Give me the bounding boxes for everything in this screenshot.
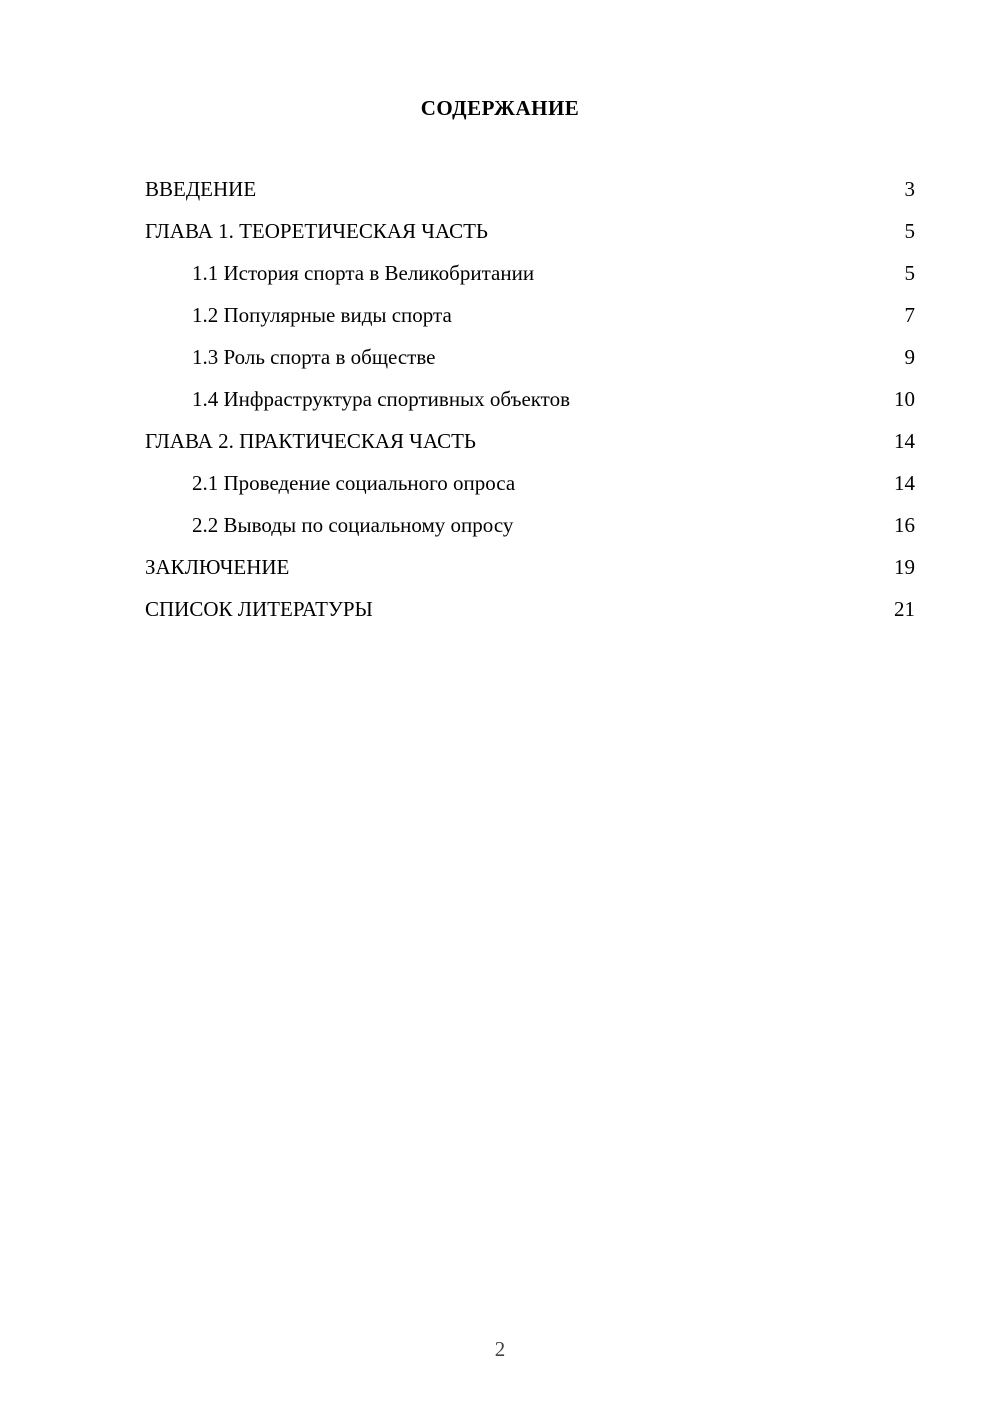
toc-entry-label: 1.4 Инфраструктура спортивных объектов [192,387,570,411]
page-title: СОДЕРЖАНИЕ [420,96,580,120]
toc-entry-label: СПИСОК ЛИТЕРАТУРЫ [145,597,373,621]
toc-entry [145,588,915,630]
toc-entry-label: 1.3 Роль спорта в обществе [192,345,436,369]
toc-entry [145,336,915,378]
toc-entry-label: ГЛАВА 2. ПРАКТИЧЕСКАЯ ЧАСТЬ [145,429,476,453]
toc-entry-label: 2.2 Выводы по социальному опросу [192,513,514,537]
toc-entry [145,252,915,294]
toc-entry-label: ЗАКЛЮЧЕНИЕ [145,555,290,579]
toc-entry-page-number: 19 [894,555,915,579]
toc-entry-label: ВВЕДЕНИЕ [145,177,257,201]
toc-entry-page-number: 7 [904,303,915,327]
toc-entry-label: 1.1 История спорта в Великобритании [192,261,535,285]
footer-page-number: 2 [494,1337,506,1361]
toc-entry-page-number: 9 [904,345,915,369]
toc-entry-label: ГЛАВА 1. ТЕОРЕТИЧЕСКАЯ ЧАСТЬ [145,219,488,243]
toc-entry [145,294,915,336]
toc-entry-page-number: 5 [904,261,915,285]
toc-entry-page-number: 14 [894,429,915,453]
toc-entry-page-number: 10 [894,387,915,411]
toc-entry [145,168,915,210]
toc-entry [145,378,915,420]
toc-entry-page-number: 16 [894,513,915,537]
toc-entry-label: 2.1 Проведение социального опроса [192,471,516,495]
toc-entry-page-number: 5 [904,219,915,243]
toc-entry [145,210,915,252]
toc-entry-label: 1.2 Популярные виды спорта [192,303,452,327]
toc-entry-page-number: 3 [904,177,915,201]
toc-entry [145,420,915,462]
toc-entry [145,504,915,546]
table-of-contents [145,168,915,630]
toc-entry-page-number: 21 [894,597,915,621]
toc-entry-page-number: 14 [894,471,915,495]
toc-entry [145,462,915,504]
toc-entry [145,546,915,588]
